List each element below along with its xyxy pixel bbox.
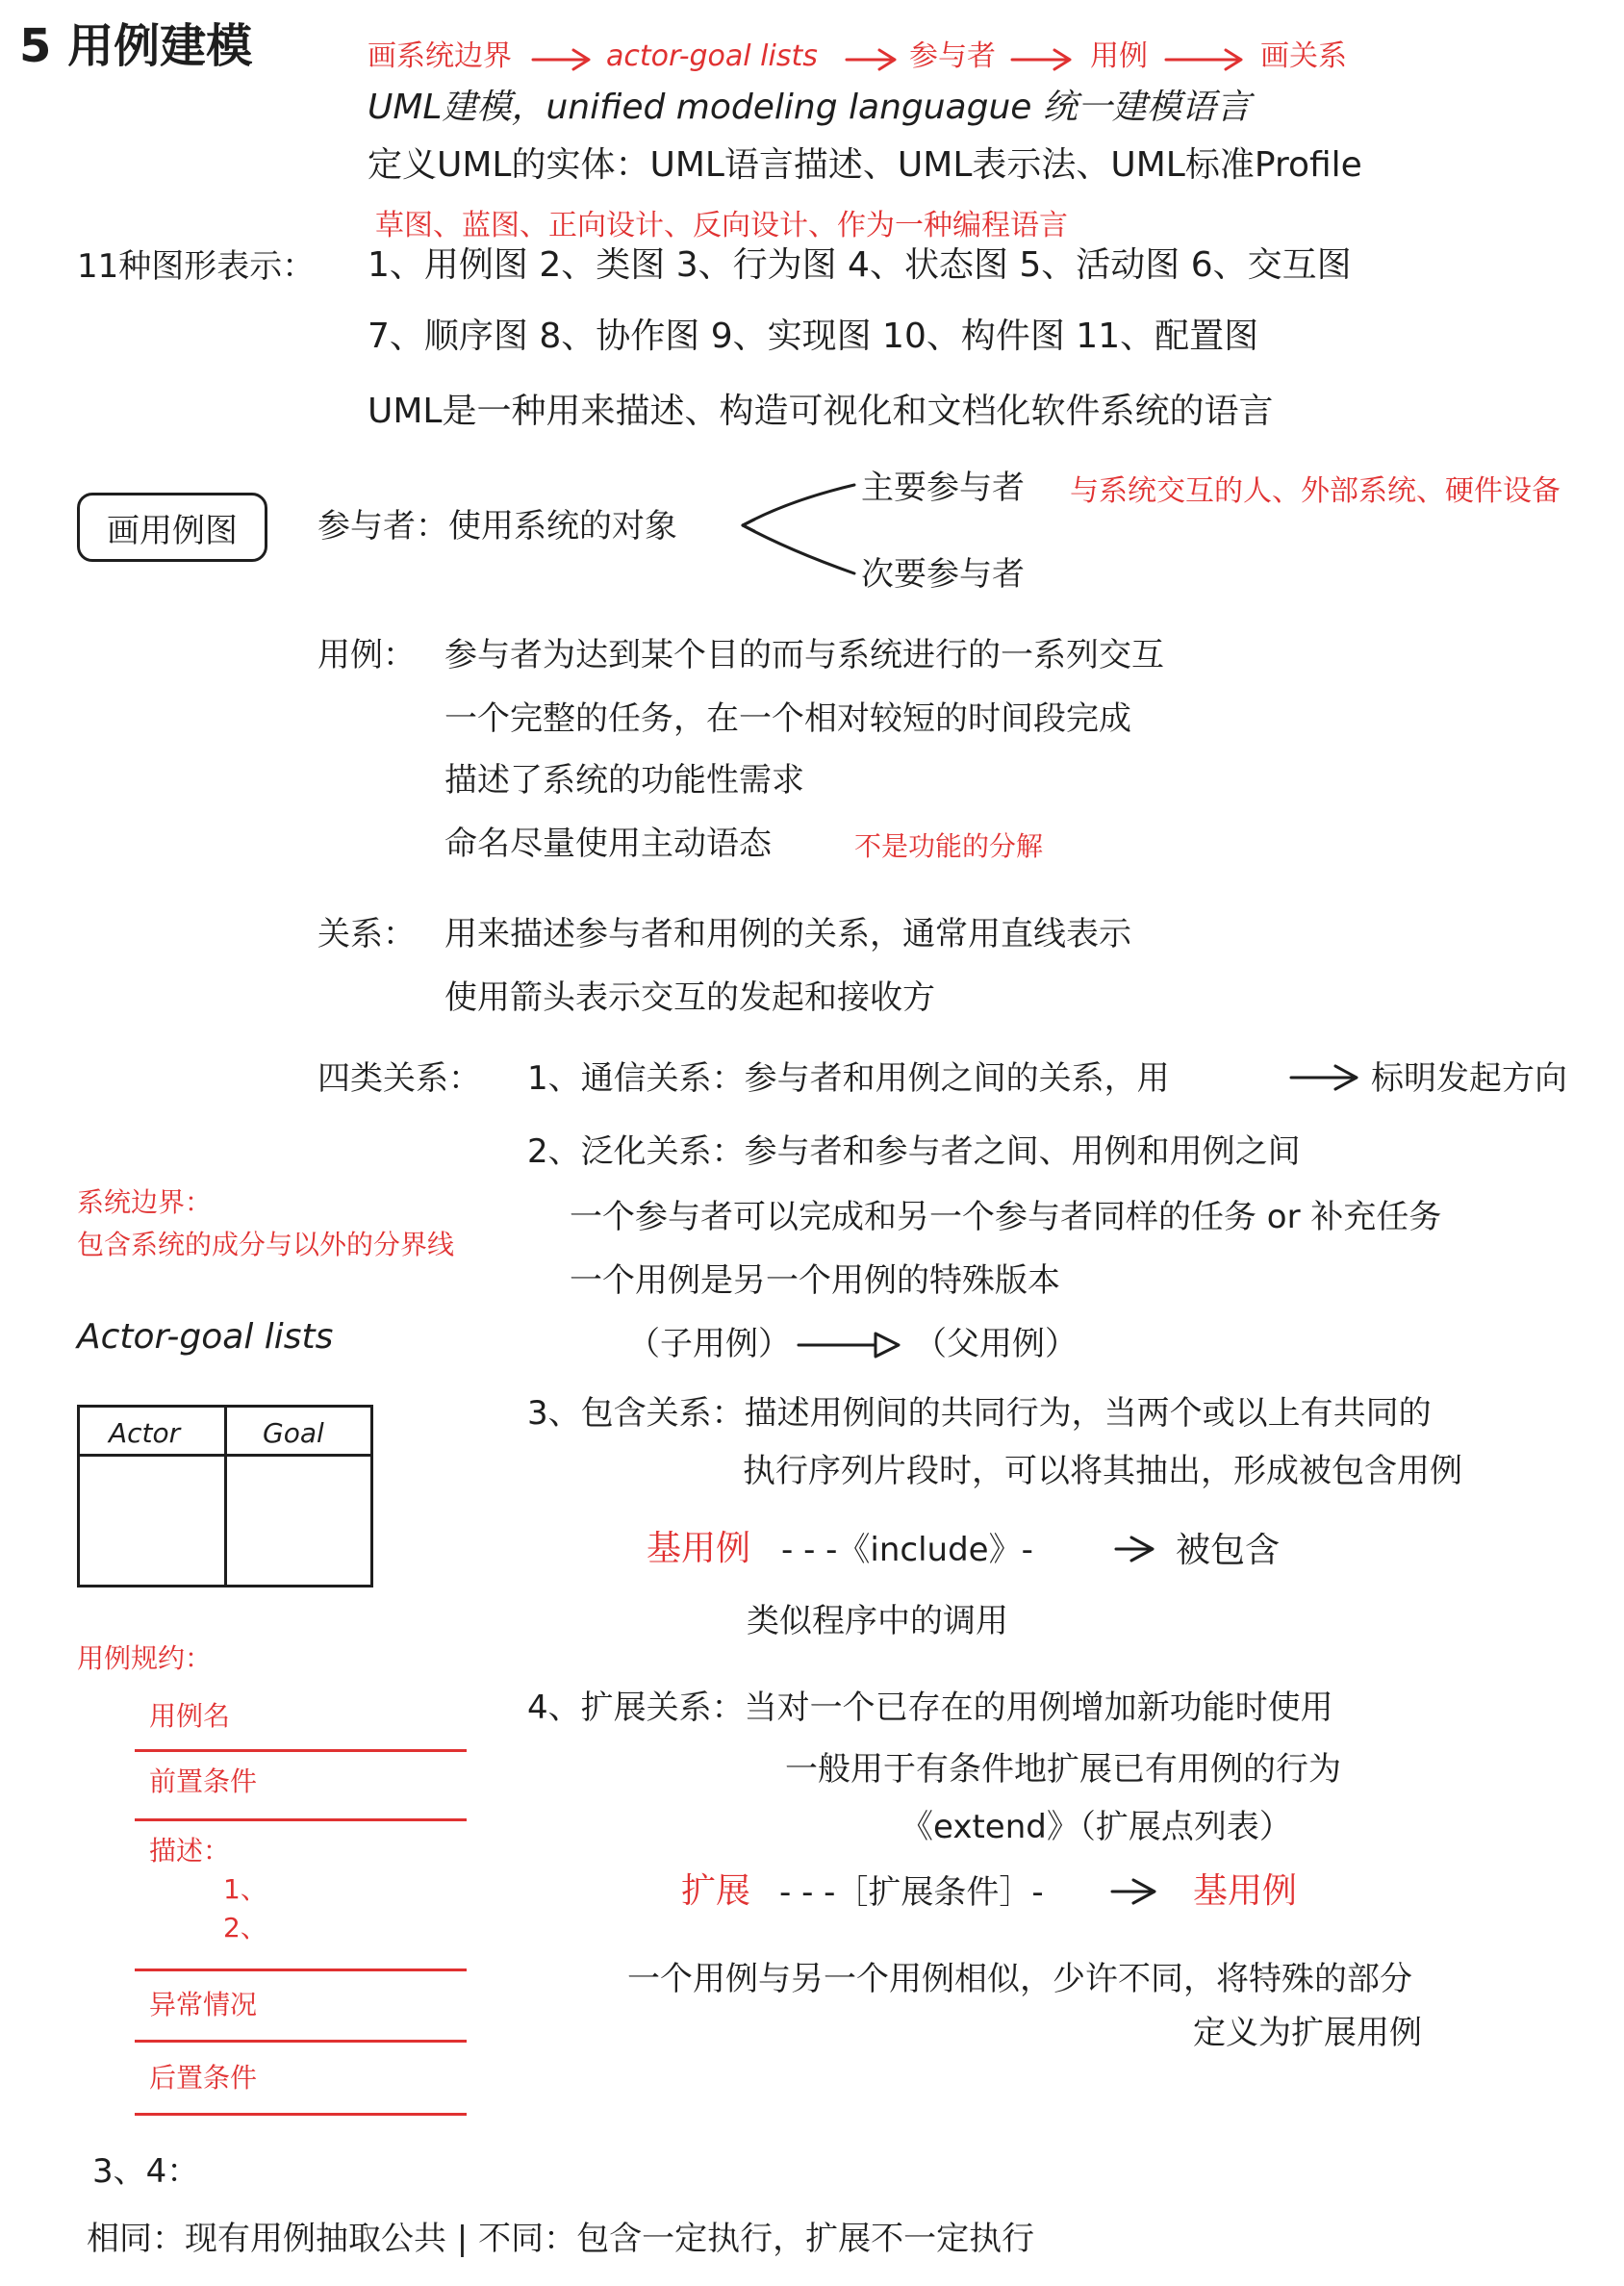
actor-definition: 参与者：使用系统的对象: [317, 507, 677, 546]
usecase-line-2: 一个完整的任务，在一个相对较短的时间段完成: [444, 699, 1131, 738]
spec-divider-4: [135, 2040, 467, 2043]
include-arrow: [1116, 1537, 1153, 1561]
generalization-arrow-head: [875, 1334, 899, 1357]
boundary-title: 系统边界：: [77, 1186, 213, 1218]
page-title: 5 用例建模: [19, 19, 253, 73]
communication-arrow: [1291, 1066, 1357, 1089]
usecase-note: 不是功能的分解: [854, 830, 1044, 862]
usecase-diagram-box: [77, 493, 267, 562]
spec-exception: 异常情况: [149, 1989, 258, 2020]
step-arrow-3: [1012, 50, 1070, 69]
extend-description-2: 定义为扩展用例: [1193, 2014, 1422, 2052]
extend-line-2: 《extend》（扩展点列表）: [901, 1808, 1292, 1846]
four-relations-label: 四类关系：: [317, 1059, 481, 1098]
spec-description: 描述：: [149, 1835, 231, 1867]
relation-label: 关系：: [317, 915, 416, 953]
include-base-usecase: 基用例: [647, 1529, 751, 1568]
diagrams-row-2: 7、顺序图 8、协作图 9、实现图 10、构件图 11、配置图: [368, 317, 1259, 356]
actor-fork-upper: [743, 485, 854, 525]
primary-actor-note: 与系统交互的人、外部系统、硬件设备: [1070, 474, 1561, 508]
include-similar: 类似程序中的调用: [747, 1602, 1008, 1640]
uml-summary: UML是一种用来描述、构造可视化和文档化软件系统的语言: [368, 392, 1274, 431]
generalization-parent: （父用例）: [914, 1325, 1078, 1363]
usecase-line-4: 命名尽量使用主动语态: [444, 825, 772, 863]
footer-text: 相同：现有用例抽取公共 | 不同：包含一定执行，扩展不一定执行: [87, 2220, 1035, 2258]
usecase-line-3: 描述了系统的功能性需求: [444, 761, 804, 800]
generalization-line-2: 一个用例是另一个用例的特殊版本: [570, 1261, 1060, 1300]
actor-fork-tip: [743, 520, 754, 531]
uml-usage-note: 草图、蓝图、正向设计、反向设计、作为一种编程语言: [375, 209, 1068, 242]
step-actor-goal: actor-goal lists: [606, 39, 818, 73]
uml-entities: 定义UML的实体：UML语言描述、UML表示法、UML标准Profile: [368, 145, 1362, 185]
footer-label: 3、4：: [92, 2152, 200, 2191]
actor-goal-table: [77, 1405, 373, 1588]
extend-extension: 扩展: [681, 1871, 751, 1911]
uml-definition: UML建模，unified modeling languague 统一建模语言: [368, 88, 1251, 127]
step-actor: 参与者: [909, 39, 996, 73]
spec-divider-3: [135, 1968, 467, 1971]
spec-postcondition: 后置条件: [149, 2062, 258, 2094]
spec-divider-1: [135, 1749, 467, 1752]
generalization-line-1: 一个参与者可以完成和另一个参与者同样的任务 or 补充任务: [570, 1198, 1442, 1236]
diagrams-row-1: 1、用例图 2、类图 3、行为图 4、状态图 5、活动图 6、交互图: [368, 245, 1352, 285]
step-boundary: 画系统边界: [368, 39, 512, 73]
step-arrow-1: [533, 50, 589, 69]
step-arrow-2: [847, 50, 895, 69]
generalization-child: （子用例）: [627, 1325, 791, 1363]
include-continuation: 执行序列片段时，可以将其抽出，形成被包含用例: [743, 1452, 1462, 1490]
diagrams-label: 11种图形表示：: [77, 247, 316, 286]
usecase-diagram-box-label: 画用例图: [107, 511, 238, 550]
actor-column-header: Actor: [109, 1417, 181, 1449]
include-target: 被包含: [1176, 1531, 1281, 1570]
actor-goal-table-divider: [224, 1408, 227, 1585]
spec-divider-2: [135, 1818, 467, 1821]
relation-communication-end: 标明发起方向: [1371, 1059, 1567, 1098]
include-stereotype: - - -《include》-: [781, 1531, 1033, 1569]
goal-column-header: Goal: [263, 1417, 324, 1449]
spec-name: 用例名: [149, 1700, 231, 1732]
usecase-line-1: 参与者为达到某个目的而与系统进行的一系列交互: [444, 636, 1164, 674]
extend-description-1: 一个用例与另一个用例相似，少许不同，将特殊的部分: [627, 1960, 1412, 1998]
step-usecase: 用例: [1090, 39, 1148, 73]
relation-include: 3、包含关系：描述用例间的共同行为，当两个或以上有共同的: [527, 1394, 1432, 1433]
step-arrow-4: [1166, 50, 1241, 69]
usecase-label: 用例：: [317, 636, 416, 674]
spec-divider-5: [135, 2113, 467, 2116]
step-relation: 画关系: [1260, 39, 1347, 73]
spec-precondition: 前置条件: [149, 1765, 258, 1797]
actor-fork-lower: [743, 525, 854, 573]
actor-goal-title: Actor-goal lists: [77, 1317, 334, 1357]
extend-condition: - - -［扩展条件］-: [779, 1873, 1044, 1912]
boundary-description: 包含系统的成分与以外的分界线: [77, 1229, 455, 1260]
relation-extend: 4、扩展关系：当对一个已存在的用例增加新功能时使用: [527, 1689, 1333, 1727]
relation-line-1: 用来描述参与者和用例的关系，通常用直线表示: [444, 915, 1131, 953]
relation-line-2: 使用箭头表示交互的发起和接收方: [444, 978, 935, 1017]
extend-base-usecase: 基用例: [1193, 1871, 1298, 1911]
spec-step-2: 2、: [223, 1912, 267, 1943]
primary-actor: 主要参与者: [861, 469, 1025, 507]
relation-communication: 1、通信关系：参与者和用例之间的关系，用: [527, 1059, 1170, 1098]
secondary-actor: 次要参与者: [861, 555, 1025, 594]
relation-generalization: 2、泛化关系：参与者和参与者之间、用例和用例之间: [527, 1132, 1301, 1171]
extend-arrow: [1112, 1880, 1155, 1903]
spec-title: 用例规约：: [77, 1642, 213, 1674]
extend-line-1: 一般用于有条件地扩展已有用例的行为: [785, 1750, 1341, 1789]
spec-step-1: 1、: [223, 1873, 267, 1905]
